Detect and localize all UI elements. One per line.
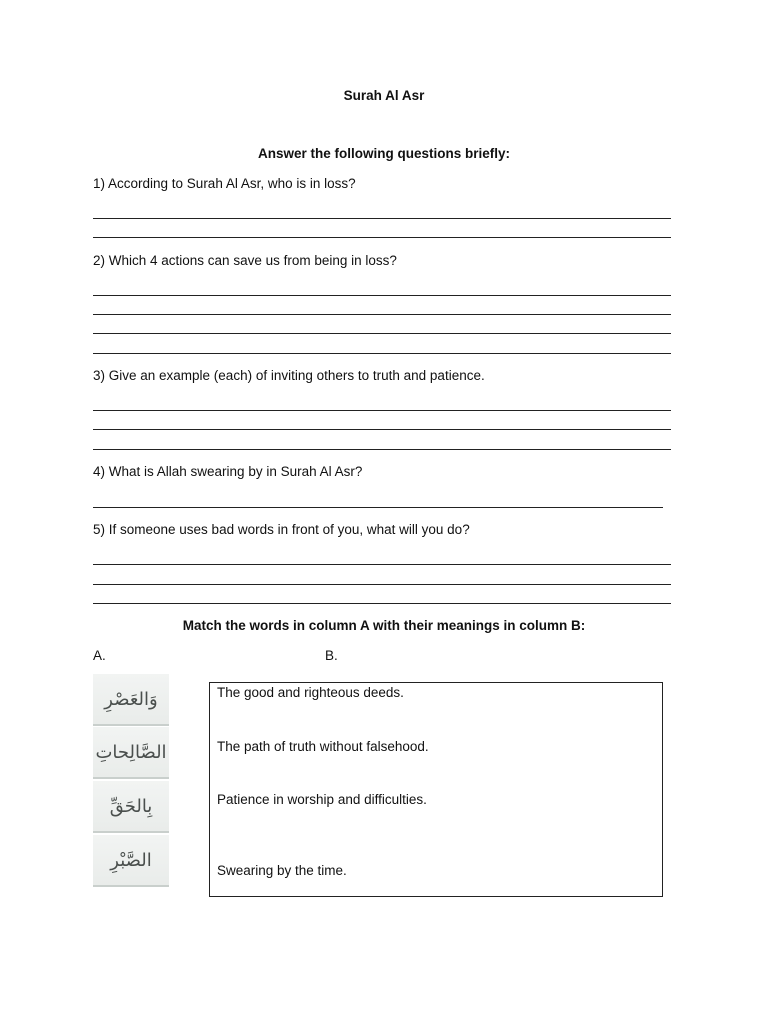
column-b-meaning-3[interactable]: Patience in worship and difficulties. (217, 792, 427, 807)
answer-line-2c[interactable] (93, 333, 671, 334)
question-4: 4) What is Allah swearing by in Surah Al Asr? (93, 464, 363, 479)
answer-line-2d[interactable] (93, 353, 671, 354)
question-5: 5) If someone uses bad words in front of you, what will you do? (93, 522, 470, 537)
answer-line-5b[interactable] (93, 584, 671, 585)
question-1: 1) According to Surah Al Asr, who is in loss? (93, 176, 356, 191)
answer-line-2b[interactable] (93, 314, 671, 315)
answer-line-5a[interactable] (93, 564, 671, 565)
column-a-label: A. (93, 648, 106, 663)
column-b-meaning-2[interactable]: The path of truth without falsehood. (217, 739, 429, 754)
column-b-meanings-box (209, 682, 663, 897)
answer-line-1a[interactable] (93, 218, 671, 219)
question-2: 2) Which 4 actions can save us from being in loss? (93, 253, 397, 268)
column-b-meaning-1[interactable]: The good and righteous deeds. (217, 685, 404, 700)
answer-line-4a[interactable] (93, 507, 663, 508)
column-a-word-1[interactable]: وَالعَصْرِ (93, 674, 169, 726)
column-a-word-4[interactable]: الصَّبْرِ (93, 835, 169, 887)
answer-line-3b[interactable] (93, 429, 671, 430)
answer-line-5c[interactable] (93, 603, 671, 604)
matching-heading: Match the words in column A with their meanings in column B: (182, 618, 586, 633)
answer-line-3a[interactable] (93, 410, 671, 411)
question-3: 3) Give an example (each) of inviting others to truth and patience. (93, 368, 485, 383)
column-b-meaning-4[interactable]: Swearing by the time. (217, 863, 347, 878)
column-a-word-3[interactable]: بِالحَقِّ (93, 781, 169, 833)
answer-line-3c[interactable] (93, 449, 671, 450)
answer-line-1b[interactable] (93, 237, 671, 238)
column-a-word-2[interactable]: الصَّالِحاتِ (93, 727, 169, 779)
instructions-heading: Answer the following questions briefly: (257, 146, 511, 161)
page-title: Surah Al Asr (343, 88, 425, 103)
answer-line-2a[interactable] (93, 295, 671, 296)
column-b-label: B. (325, 648, 338, 663)
